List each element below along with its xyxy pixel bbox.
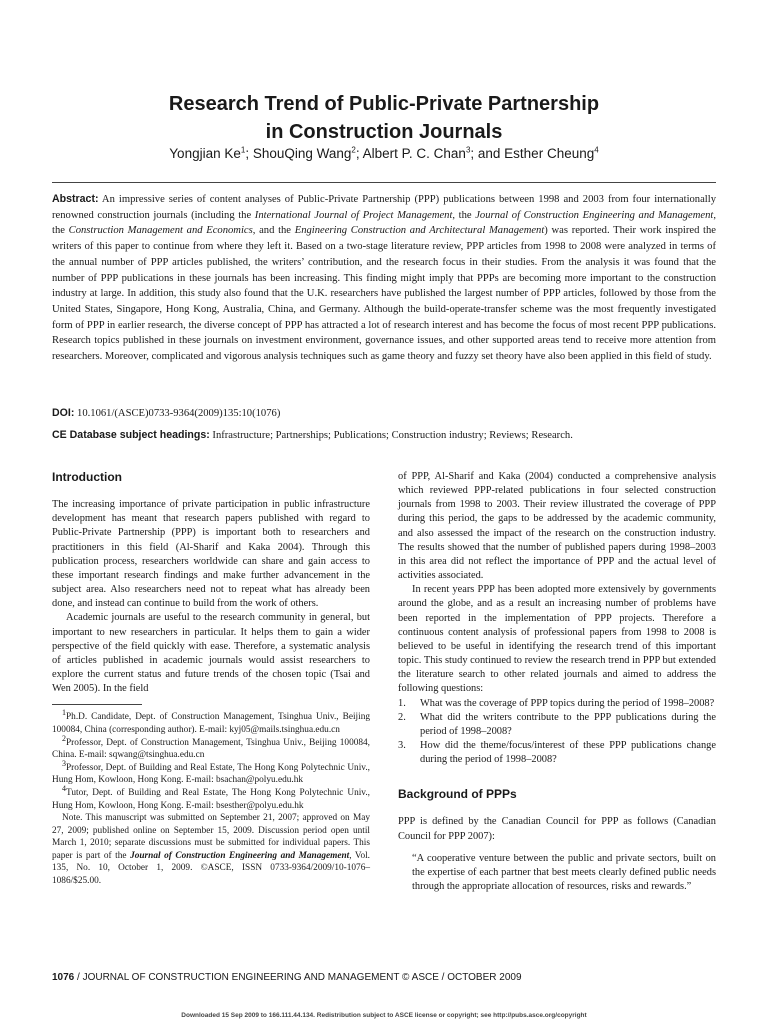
doi-value[interactable]: 10.1061/(ASCE)0733-9364(2009)135:10(1076) bbox=[74, 408, 281, 419]
author-affil-mark: 3 bbox=[465, 145, 471, 155]
note-text: Note. This manuscript was submitted on September 21, 2007; approved on May 27, 2009; published online on September 15, 2009. Discussion period open until March 1, 2010; separate discussions must be submitted for individual papers. This paper is part of the bbox=[52, 813, 370, 861]
paragraph: PPP is defined by the Canadian Council for PPP as follows (Canadian Council for PPP 2007): bbox=[398, 816, 716, 842]
footer-text: / JOURNAL OF CONSTRUCTION ENGINEERING AND MANAGEMENT © ASCE / OCTOBER 2009 bbox=[74, 972, 522, 983]
author-affil-mark: 1 bbox=[240, 145, 246, 155]
footnote bbox=[52, 733, 370, 762]
question-list bbox=[398, 697, 716, 768]
list-number: 3. bbox=[398, 739, 406, 751]
journal-name: Engineering Construction and Architectural Management bbox=[294, 225, 545, 237]
abstract-text: , the bbox=[52, 209, 717, 237]
list-item bbox=[398, 739, 716, 767]
author-name: Esther Cheung bbox=[504, 146, 595, 161]
list-item-text: What did the writers contribute to the PPP publications during the period of 1998–2008? bbox=[420, 711, 716, 737]
footnote-text: Professor, Dept. of Building and Real Estate, The Hong Kong Polytechnic Univ., Hung Hom, Kowloon, Hong Kong. E-mail: bsachan@polyu.edu.hk bbox=[52, 762, 370, 786]
journal-name: Journal of Construction Engineering and Management bbox=[130, 850, 350, 861]
list-item bbox=[398, 711, 716, 739]
author-separator: ; bbox=[245, 146, 253, 161]
footnote-divider bbox=[52, 704, 142, 705]
page-footer bbox=[52, 972, 716, 983]
footnote-text: Tutor, Dept. of Building and Real Estate, The Hong Kong Polytechnic Univ., Hung Hom, Kowloon, Hong Kong. E-mail: bsesther@polyu.edu.hk bbox=[52, 787, 370, 811]
journal-name: Construction Management and Economics bbox=[68, 225, 253, 237]
section-heading-introduction: Introduction bbox=[52, 470, 122, 484]
subject-headings bbox=[52, 429, 716, 441]
footnote bbox=[52, 783, 370, 812]
page-number: 1076 bbox=[52, 972, 75, 983]
author-name: Yongjian Ke bbox=[169, 146, 241, 161]
paragraph: of PPP, Al-Sharif and Kaka (2004) conducted a comprehensive analysis which reviewed PPP-related publications in four selected construction journals from 1998 to 2003. Their review illustrated the coverage of PPP during this period, the gaps to be addressed by the academic community, and also assessed the impact of the research on the construction industry. The results showed that the number of published papers during 1998–2003 in this area did not reflect the importance of PPP and the actual level of activities associated. bbox=[398, 471, 716, 582]
manuscript-note bbox=[52, 812, 370, 888]
author-separator: ; bbox=[355, 146, 363, 161]
abstract bbox=[52, 192, 716, 365]
subject-headings-label: CE Database subject headings: bbox=[52, 429, 210, 441]
journal-name: International Journal of Project Management bbox=[254, 209, 453, 221]
list-item-text: What was the coverage of PPP topics during the period of 1998–2008? bbox=[420, 697, 715, 709]
paragraph: In recent years PPP has been adopted more extensively by governments around the globe, and as a result an increasing number of problems have been reported in the implementation of PPP projects. Therefore a continuous content analysis of professional papers from 1998 to 2008 is believed to be useful in identifying the research trend of this important topic. This study continued to review the research trend in PPP but extended the literature search to other related journals and aimed to address the following questions: bbox=[398, 584, 716, 695]
abstract-text: , the bbox=[452, 209, 476, 221]
footnote-text: Ph.D. Candidate, Dept. of Construction Management, Tsinghua Univ., Beijing 100084, China (corresponding author). E-mail: kyj05@mails.tsinghua.edu.cn bbox=[52, 712, 370, 735]
list-number: 1. bbox=[398, 697, 406, 709]
header-divider bbox=[52, 182, 716, 183]
footnote bbox=[52, 708, 370, 736]
list-item bbox=[398, 697, 716, 711]
author-name: ShouQing Wang bbox=[252, 146, 352, 161]
list-number: 2. bbox=[398, 711, 406, 723]
left-column bbox=[52, 470, 370, 888]
footnote-mark: 2 bbox=[62, 733, 66, 743]
note-text: , Vol. 135, No. 10, October 1, 2009. ©ASCE, ISSN 0733-9364/2009/10-1076–1086/$25.00. bbox=[52, 850, 370, 887]
abstract-label: Abstract: bbox=[52, 193, 99, 205]
title-line-1: Research Trend of Public-Private Partnership bbox=[168, 93, 600, 115]
abstract-text: ) was reported. Their work inspired the writers of this paper to continue from where they left it. Based on a two-stage literature review, PPP articles from 1998 to 2008 were analyzed in terms of the annual number of PPP articles published, the writers’ contribution, and the research focus in their studies. From the analysis it was found that the number of PPP publications in these journals has been increasing. This finding might imply that PPPs are becoming more important to the construction industry at large. In addition, this study also found that the U.K. researchers have published the largest number of PPP articles, followed by those from the United States, Singapore, Hong Kong, Australia, China, and Germany. Although the build-operate-transfer scheme was the most frequently investigated form of PPP in earlier research, the diverse concept of PPP has attracted a lot of research interest and has become the focus of most recent PPP publications. Research topics published in these journals on investment environment, governance issues, and other supported areas tend to receive more attention from researchers. Moreover, complicated and vigorous analysis techniques such as game theory and fuzzy set theory have also been applied in this field of study. bbox=[52, 225, 717, 363]
footnote-text: Professor, Dept. of Construction Management, Tsinghua Univ., Beijing 100084, China. E-mail: sqwang@tsinghua.edu.cn bbox=[52, 737, 370, 761]
abstract-text: , and the bbox=[252, 225, 295, 237]
abstract-text: An impressive series of content analyses of Public-Private Partnership (PPP) publications between 1998 and 2003 from four internationally renowned construction journals (including the bbox=[52, 194, 716, 221]
author-list bbox=[0, 146, 768, 161]
paragraph: Academic journals are useful to the research community in general, but important to new researchers in particular. It helps them to gain a wider perspective of the field quickly with ease. Therefore, a systematic analysis of articles published in academic journals would assist researchers to explore the current status and future trends of the chosen topic (Tsai and Wen 2005). In the field bbox=[52, 612, 370, 695]
paragraph: The increasing importance of private participation in public infrastructure development has meant that research papers published with regard to Public-Private Partnership (PPP) is important both to researchers and practitioners in this field (Al-Sharif and Kaka 2004). Through this publication process, researchers worldwide can share and gain access to these important research findings and make further advancement in the subject area. Also researchers need not to repeat what has already been done, and instead can continue to build from the work of others. bbox=[52, 499, 370, 610]
download-notice: Downloaded 15 Sep 2009 to 166.111.44.134. Redistribution subject to ASCE license or copyright; see http://pubs.asce.org/copyright bbox=[181, 1012, 587, 1019]
footnote-mark: 1 bbox=[62, 708, 66, 718]
footnote-mark: 3 bbox=[62, 758, 66, 768]
title-line-2: in Construction Journals bbox=[265, 121, 503, 143]
subject-headings-value: Infrastructure; Partnerships; Publications; Construction industry; Reviews; Research. bbox=[209, 430, 573, 441]
author-separator: ; and bbox=[470, 146, 505, 161]
definition-quote: “A cooperative venture between the public and private sectors, built on the expertise of each partner that best meets clearly defined public needs through the appropriate allocation of resources, risks and rewards.” bbox=[412, 852, 716, 893]
footnote bbox=[52, 758, 370, 787]
doi-line bbox=[52, 407, 716, 419]
paper-title bbox=[0, 90, 768, 146]
author-name: Albert P. C. Chan bbox=[362, 146, 466, 161]
section-heading-background: Background of PPPs bbox=[398, 787, 517, 802]
list-item-text: How did the theme/focus/interest of these PPP publications change during the period of 1998–2008? bbox=[420, 739, 716, 766]
author-affil-mark: 2 bbox=[351, 145, 356, 155]
doi-label: DOI: bbox=[52, 407, 75, 419]
journal-name: Journal of Construction Engineering and Management bbox=[475, 209, 714, 221]
author-affil-mark: 4 bbox=[594, 145, 599, 155]
footnote-mark: 4 bbox=[62, 783, 66, 793]
right-column bbox=[398, 470, 716, 894]
